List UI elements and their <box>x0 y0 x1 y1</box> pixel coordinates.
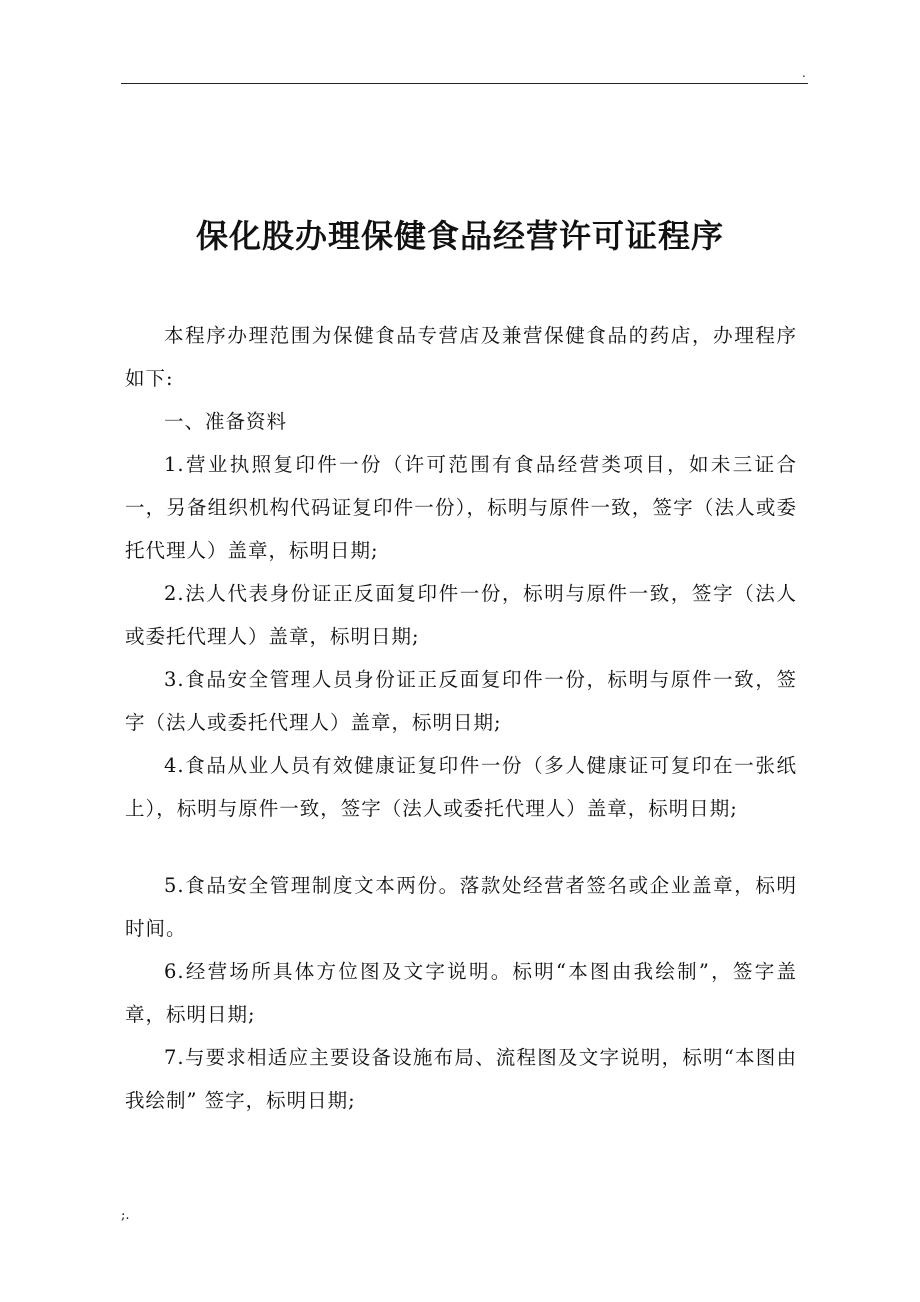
footer-mark: ;. <box>121 1208 130 1223</box>
list-item-4: 4.食品从业人员有效健康证复印件一份（多人健康证可复印在一张纸上），标明与原件一致，签字（法人或委托代理人）盖章，标明日期; <box>125 754 797 820</box>
header-mark: . <box>802 66 806 80</box>
intro-paragraph: 本程序办理范围为保健食品专营店及兼营保健食品的药店，办理程序如下: <box>125 324 797 390</box>
list-item-7: 7.与要求相适应主要设备设施布局、流程图及文字说明，标明“本图由我绘制” 签字，标明日期; <box>125 1046 797 1112</box>
list-item-2: 2.法人代表身份证正反面复印件一份，标明与原件一致，签字（法人或委托代理人）盖章，标明日期; <box>125 582 797 648</box>
header-rule <box>121 83 808 84</box>
document-title: 保化股办理保健食品经营许可证程序 <box>195 217 724 255</box>
list-item-6: 6.经营场所具体方位图及文字说明。标明“本图由我绘制”，签字盖章，标明日期; <box>125 960 797 1026</box>
section-heading: 一、准备资料 <box>164 410 288 433</box>
document-body <box>125 314 797 1122</box>
list-item-1: 1.营业执照复印件一份（许可范围有食品经营类项目，如未三证合一，另备组织机构代码证复印件一份），标明与原件一致，签字（法人或委托代理人）盖章，标明日期; <box>125 453 797 562</box>
list-item-3: 3.食品安全管理人员身份证正反面复印件一份，标明与原件一致，签字（法人或委托代理人）盖章，标明日期; <box>125 668 797 734</box>
list-item-5: 5.食品安全管理制度文本两份。落款处经营者签名或企业盖章，标明时间。 <box>125 874 797 940</box>
